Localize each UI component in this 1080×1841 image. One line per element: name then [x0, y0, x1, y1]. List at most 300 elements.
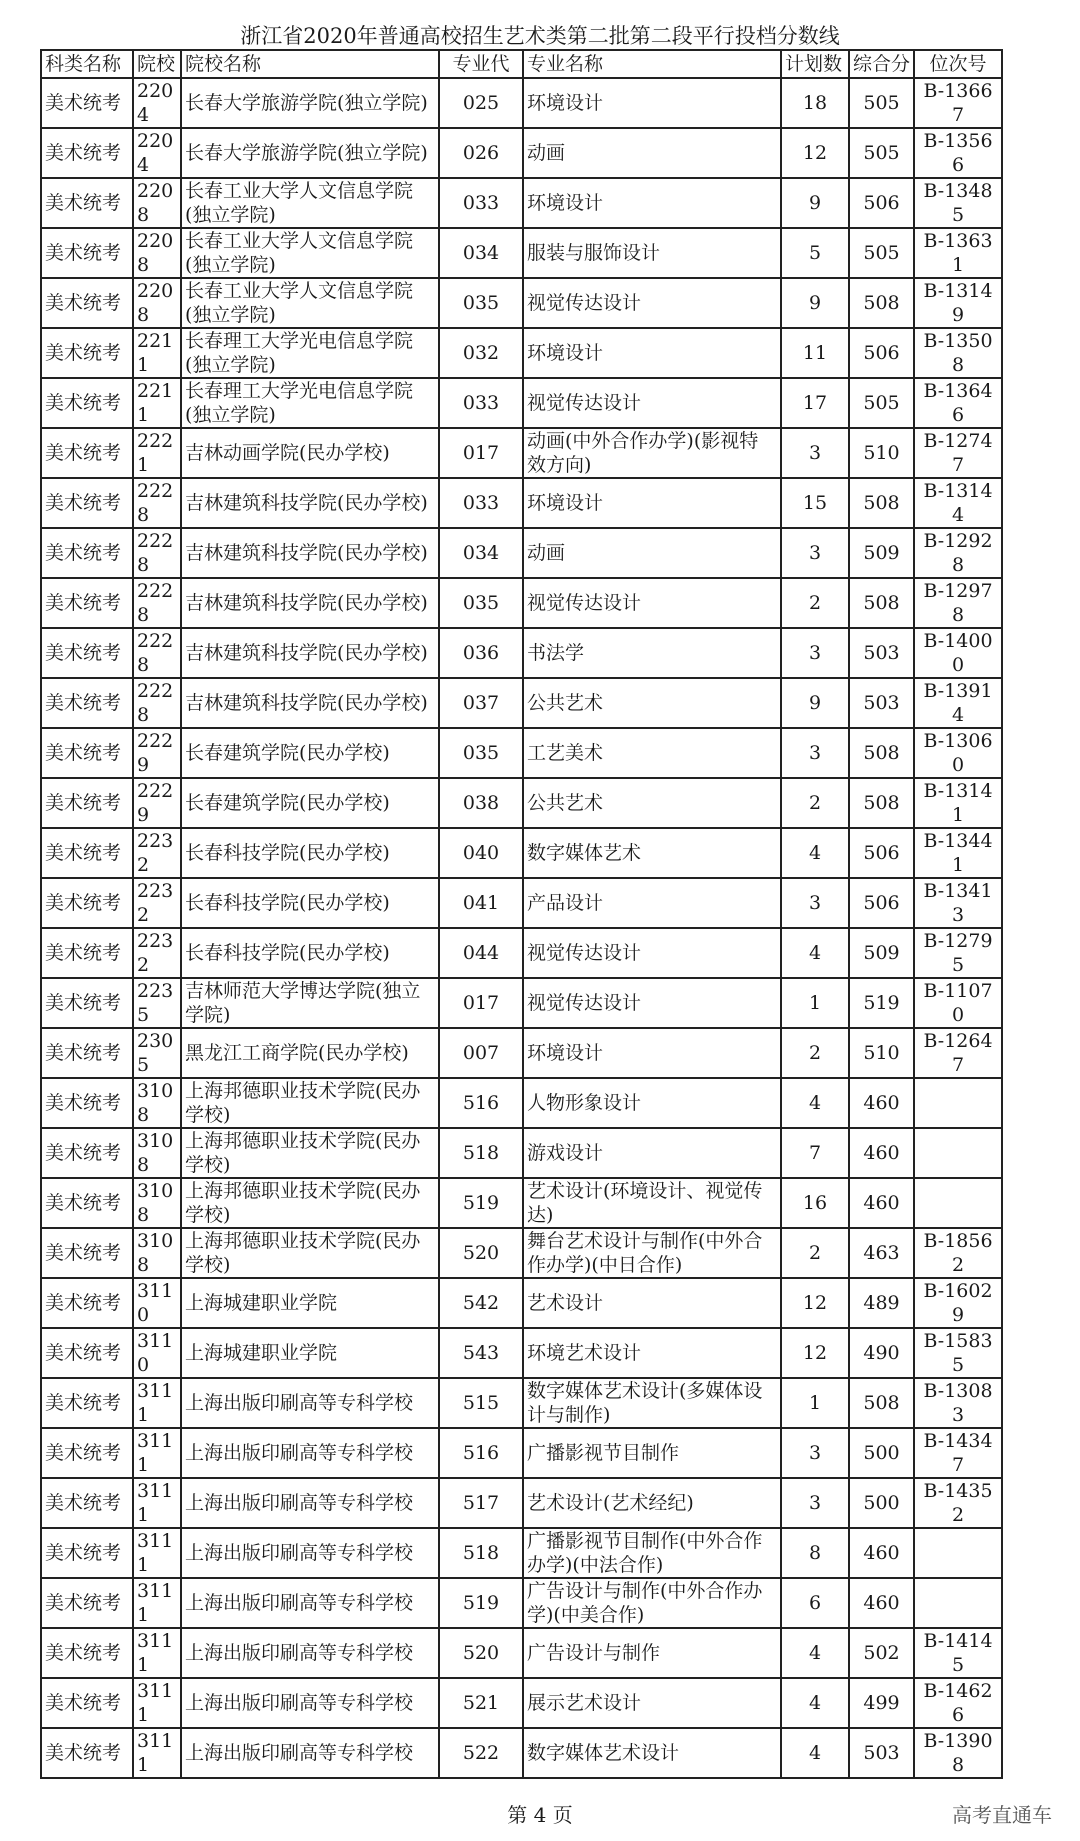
header-row: [41, 50, 1002, 78]
cell-rank: B-14626: [914, 1678, 1002, 1728]
cell-school-name: 长春工业大学人文信息学院(独立学院): [181, 278, 439, 328]
header-school-code: 院校: [133, 50, 181, 78]
table-row: [41, 1178, 1002, 1228]
header-score: 综合分: [849, 50, 914, 78]
cell-major-name: 环境设计: [523, 478, 781, 528]
cell-major-name: 广播影视节目制作(中外合作办学)(中法合作): [523, 1528, 781, 1578]
cell-plan: 2: [781, 578, 849, 628]
cell-school-code: 2211: [133, 378, 181, 428]
cell-school-code: 2208: [133, 278, 181, 328]
cell-major-name: 广告设计与制作(中外合作办学)(中美合作): [523, 1578, 781, 1628]
cell-major-code: 037: [439, 678, 523, 728]
cell-major-code: 516: [439, 1428, 523, 1478]
cell-rank: [914, 1528, 1002, 1578]
cell-score: 503: [849, 628, 914, 678]
cell-plan: 3: [781, 628, 849, 678]
cell-major-code: 041: [439, 878, 523, 928]
cell-major-code: 518: [439, 1128, 523, 1178]
cell-plan: 9: [781, 678, 849, 728]
cell-school-name: 吉林建筑科技学院(民办学校): [181, 528, 439, 578]
cell-major-code: 516: [439, 1078, 523, 1128]
cell-score: 505: [849, 78, 914, 128]
cell-major-code: 521: [439, 1678, 523, 1728]
cell-plan: 4: [781, 928, 849, 978]
table-row: [41, 1478, 1002, 1528]
cell-rank: B-12747: [914, 428, 1002, 478]
header-school-name: 院校名称: [181, 50, 439, 78]
page-number: 第 4 页: [507, 1803, 573, 1827]
cell-category: 美术统考: [41, 1728, 133, 1778]
cell-plan: 12: [781, 1278, 849, 1328]
cell-major-name: 环境设计: [523, 78, 781, 128]
cell-plan: 2: [781, 1028, 849, 1078]
cell-score: 510: [849, 1028, 914, 1078]
cell-school-name: 上海出版印刷高等专科学校: [181, 1528, 439, 1578]
cell-plan: 5: [781, 228, 849, 278]
table-row: [41, 178, 1002, 228]
cell-major-code: 515: [439, 1378, 523, 1428]
table-row: [41, 628, 1002, 678]
cell-score: 460: [849, 1528, 914, 1578]
cell-category: 美术统考: [41, 1528, 133, 1578]
table-row: [41, 1278, 1002, 1328]
table-row: [41, 1128, 1002, 1178]
cell-score: 460: [849, 1128, 914, 1178]
table-row: [41, 1678, 1002, 1728]
table-row: [41, 978, 1002, 1028]
cell-rank: B-13141: [914, 778, 1002, 828]
cell-rank: B-13413: [914, 878, 1002, 928]
cell-plan: 9: [781, 278, 849, 328]
cell-rank: B-16029: [914, 1278, 1002, 1328]
cell-rank: B-12647: [914, 1028, 1002, 1078]
cell-major-name: 数字媒体艺术: [523, 828, 781, 878]
cell-plan: 15: [781, 478, 849, 528]
watermark: 高考直通车: [952, 1803, 1052, 1827]
table-row: [41, 1578, 1002, 1628]
cell-major-code: 026: [439, 128, 523, 178]
cell-school-code: 2235: [133, 978, 181, 1028]
cell-category: 美术统考: [41, 228, 133, 278]
cell-major-code: 035: [439, 578, 523, 628]
cell-rank: B-14145: [914, 1628, 1002, 1678]
cell-plan: 3: [781, 878, 849, 928]
cell-school-name: 上海城建职业学院: [181, 1328, 439, 1378]
cell-plan: 3: [781, 428, 849, 478]
cell-category: 美术统考: [41, 128, 133, 178]
cell-school-name: 上海出版印刷高等专科学校: [181, 1378, 439, 1428]
table-row: [41, 278, 1002, 328]
cell-major-name: 动画: [523, 528, 781, 578]
table-row: [41, 328, 1002, 378]
score-table: [40, 49, 1003, 1779]
cell-major-code: 542: [439, 1278, 523, 1328]
cell-score: 460: [849, 1178, 914, 1228]
cell-school-code: 3111: [133, 1578, 181, 1628]
header-category: 科类名称: [41, 50, 133, 78]
cell-major-code: 035: [439, 728, 523, 778]
table-row: [41, 478, 1002, 528]
header-rank: 位次号: [914, 50, 1002, 78]
cell-school-name: 长春科技学院(民办学校): [181, 878, 439, 928]
page-footer: [0, 1801, 1080, 1841]
table-row: [41, 1328, 1002, 1378]
cell-category: 美术统考: [41, 678, 133, 728]
cell-major-name: 公共艺术: [523, 778, 781, 828]
cell-major-code: 033: [439, 378, 523, 428]
cell-plan: 2: [781, 1228, 849, 1278]
cell-category: 美术统考: [41, 328, 133, 378]
table-row: [41, 828, 1002, 878]
cell-school-code: 2228: [133, 678, 181, 728]
cell-major-code: 032: [439, 328, 523, 378]
cell-school-code: 2232: [133, 928, 181, 978]
table-row: [41, 778, 1002, 828]
cell-major-code: 007: [439, 1028, 523, 1078]
table-row: [41, 528, 1002, 578]
cell-school-code: 2211: [133, 328, 181, 378]
document-title: 浙江省2020年普通高校招生艺术类第二批第二段平行投档分数线: [240, 24, 840, 48]
cell-score: 460: [849, 1578, 914, 1628]
cell-school-code: 3111: [133, 1428, 181, 1478]
cell-category: 美术统考: [41, 828, 133, 878]
cell-school-code: 2208: [133, 178, 181, 228]
table-row: [41, 728, 1002, 778]
cell-school-name: 上海邦德职业技术学院(民办学校): [181, 1228, 439, 1278]
cell-category: 美术统考: [41, 1478, 133, 1528]
cell-major-name: 舞台艺术设计与制作(中外合作办学)(中日合作): [523, 1228, 781, 1278]
cell-rank: B-13485: [914, 178, 1002, 228]
table-row: [41, 428, 1002, 478]
table-row: [41, 1728, 1002, 1778]
table-row: [41, 1528, 1002, 1578]
header-major-code: 专业代: [439, 50, 523, 78]
cell-major-code: 519: [439, 1178, 523, 1228]
cell-school-name: 吉林动画学院(民办学校): [181, 428, 439, 478]
cell-plan: 4: [781, 828, 849, 878]
cell-school-name: 长春建筑学院(民办学校): [181, 728, 439, 778]
cell-category: 美术统考: [41, 478, 133, 528]
cell-rank: B-13060: [914, 728, 1002, 778]
cell-school-code: 3111: [133, 1678, 181, 1728]
cell-major-code: 518: [439, 1528, 523, 1578]
cell-school-code: 3108: [133, 1128, 181, 1178]
cell-school-name: 上海邦德职业技术学院(民办学校): [181, 1078, 439, 1128]
cell-score: 508: [849, 478, 914, 528]
table-row: [41, 578, 1002, 628]
cell-major-code: 034: [439, 528, 523, 578]
cell-school-code: 2232: [133, 828, 181, 878]
cell-school-name: 吉林建筑科技学院(民办学校): [181, 628, 439, 678]
table-row: [41, 1428, 1002, 1478]
cell-category: 美术统考: [41, 1028, 133, 1078]
cell-plan: 4: [781, 1628, 849, 1678]
cell-major-code: 034: [439, 228, 523, 278]
cell-major-name: 艺术设计(环境设计、视觉传达): [523, 1178, 781, 1228]
cell-rank: B-13667: [914, 78, 1002, 128]
cell-major-code: 522: [439, 1728, 523, 1778]
cell-major-name: 视觉传达设计: [523, 378, 781, 428]
cell-school-code: 2204: [133, 78, 181, 128]
cell-major-name: 服装与服饰设计: [523, 228, 781, 278]
table-row: [41, 1628, 1002, 1678]
cell-school-name: 长春理工大学光电信息学院(独立学院): [181, 378, 439, 428]
cell-plan: 3: [781, 528, 849, 578]
cell-score: 508: [849, 728, 914, 778]
cell-rank: B-13631: [914, 228, 1002, 278]
cell-school-code: 2228: [133, 578, 181, 628]
cell-school-name: 长春理工大学光电信息学院(独立学院): [181, 328, 439, 378]
cell-school-code: 2228: [133, 478, 181, 528]
cell-plan: 1: [781, 978, 849, 1028]
cell-category: 美术统考: [41, 528, 133, 578]
cell-category: 美术统考: [41, 428, 133, 478]
cell-category: 美术统考: [41, 778, 133, 828]
cell-school-name: 上海出版印刷高等专科学校: [181, 1728, 439, 1778]
cell-school-code: 3110: [133, 1328, 181, 1378]
cell-school-code: 2229: [133, 778, 181, 828]
cell-rank: B-12928: [914, 528, 1002, 578]
cell-major-code: 017: [439, 978, 523, 1028]
cell-school-code: 2208: [133, 228, 181, 278]
cell-major-code: 036: [439, 628, 523, 678]
table-row: [41, 678, 1002, 728]
cell-score: 500: [849, 1428, 914, 1478]
cell-school-code: 2221: [133, 428, 181, 478]
cell-major-code: 025: [439, 78, 523, 128]
cell-category: 美术统考: [41, 1278, 133, 1328]
cell-score: 503: [849, 678, 914, 728]
cell-rank: B-14352: [914, 1478, 1002, 1528]
cell-school-code: 3108: [133, 1078, 181, 1128]
table-row: [41, 378, 1002, 428]
table-row: [41, 128, 1002, 178]
cell-major-name: 公共艺术: [523, 678, 781, 728]
cell-plan: 7: [781, 1128, 849, 1178]
cell-school-name: 上海出版印刷高等专科学校: [181, 1428, 439, 1478]
cell-category: 美术统考: [41, 1428, 133, 1478]
cell-major-code: 033: [439, 178, 523, 228]
cell-school-name: 吉林建筑科技学院(民办学校): [181, 578, 439, 628]
cell-major-name: 视觉传达设计: [523, 278, 781, 328]
cell-rank: B-12978: [914, 578, 1002, 628]
cell-major-name: 数字媒体艺术设计: [523, 1728, 781, 1778]
cell-school-name: 长春建筑学院(民办学校): [181, 778, 439, 828]
cell-major-code: 520: [439, 1228, 523, 1278]
cell-school-name: 黑龙江工商学院(民办学校): [181, 1028, 439, 1078]
cell-school-code: 3111: [133, 1728, 181, 1778]
table-row: [41, 228, 1002, 278]
cell-school-code: 3108: [133, 1178, 181, 1228]
cell-plan: 4: [781, 1678, 849, 1728]
cell-school-code: 3110: [133, 1278, 181, 1328]
cell-school-name: 吉林建筑科技学院(民办学校): [181, 678, 439, 728]
cell-rank: B-14000: [914, 628, 1002, 678]
cell-major-code: 040: [439, 828, 523, 878]
cell-major-name: 广告设计与制作: [523, 1628, 781, 1678]
cell-school-code: 2229: [133, 728, 181, 778]
cell-major-name: 产品设计: [523, 878, 781, 928]
cell-score: 506: [849, 328, 914, 378]
cell-category: 美术统考: [41, 878, 133, 928]
cell-major-code: 543: [439, 1328, 523, 1378]
cell-school-code: 3108: [133, 1228, 181, 1278]
cell-plan: 3: [781, 1478, 849, 1528]
table-row: [41, 1378, 1002, 1428]
cell-major-name: 广播影视节目制作: [523, 1428, 781, 1478]
cell-rank: B-18562: [914, 1228, 1002, 1278]
cell-score: 499: [849, 1678, 914, 1728]
cell-major-name: 人物形象设计: [523, 1078, 781, 1128]
cell-category: 美术统考: [41, 728, 133, 778]
cell-major-code: 038: [439, 778, 523, 828]
cell-plan: 18: [781, 78, 849, 128]
cell-major-code: 035: [439, 278, 523, 328]
cell-major-name: 动画(中外合作办学)(影视特效方向): [523, 428, 781, 478]
cell-score: 489: [849, 1278, 914, 1328]
cell-category: 美术统考: [41, 78, 133, 128]
cell-plan: 8: [781, 1528, 849, 1578]
table-row: [41, 878, 1002, 928]
cell-category: 美术统考: [41, 578, 133, 628]
cell-rank: B-11070: [914, 978, 1002, 1028]
cell-school-code: 3111: [133, 1528, 181, 1578]
cell-category: 美术统考: [41, 1578, 133, 1628]
cell-rank: B-15835: [914, 1328, 1002, 1378]
cell-major-code: 044: [439, 928, 523, 978]
cell-score: 509: [849, 928, 914, 978]
cell-school-name: 长春科技学院(民办学校): [181, 928, 439, 978]
cell-school-name: 长春大学旅游学院(独立学院): [181, 128, 439, 178]
cell-score: 506: [849, 178, 914, 228]
cell-major-code: 520: [439, 1628, 523, 1678]
cell-major-name: 艺术设计: [523, 1278, 781, 1328]
cell-category: 美术统考: [41, 978, 133, 1028]
cell-major-name: 书法学: [523, 628, 781, 678]
cell-major-name: 环境艺术设计: [523, 1328, 781, 1378]
header-major-name: 专业名称: [523, 50, 781, 78]
cell-category: 美术统考: [41, 1678, 133, 1728]
cell-rank: B-13144: [914, 478, 1002, 528]
cell-rank: [914, 1178, 1002, 1228]
cell-school-code: 3111: [133, 1628, 181, 1678]
cell-score: 502: [849, 1628, 914, 1678]
cell-school-code: 2228: [133, 628, 181, 678]
cell-rank: B-13441: [914, 828, 1002, 878]
cell-major-name: 视觉传达设计: [523, 578, 781, 628]
cell-score: 506: [849, 878, 914, 928]
cell-category: 美术统考: [41, 928, 133, 978]
cell-category: 美术统考: [41, 1328, 133, 1378]
cell-score: 463: [849, 1228, 914, 1278]
cell-score: 519: [849, 978, 914, 1028]
cell-plan: 16: [781, 1178, 849, 1228]
cell-category: 美术统考: [41, 1228, 133, 1278]
cell-plan: 4: [781, 1078, 849, 1128]
cell-major-name: 展示艺术设计: [523, 1678, 781, 1728]
cell-rank: B-14347: [914, 1428, 1002, 1478]
table-row: [41, 928, 1002, 978]
cell-school-code: 3111: [133, 1378, 181, 1428]
cell-major-name: 艺术设计(艺术经纪): [523, 1478, 781, 1528]
cell-school-name: 上海邦德职业技术学院(民办学校): [181, 1128, 439, 1178]
cell-rank: [914, 1128, 1002, 1178]
cell-category: 美术统考: [41, 1178, 133, 1228]
cell-rank: B-13083: [914, 1378, 1002, 1428]
cell-score: 508: [849, 278, 914, 328]
cell-school-name: 吉林师范大学博达学院(独立学院): [181, 978, 439, 1028]
cell-plan: 9: [781, 178, 849, 228]
cell-major-name: 数字媒体艺术设计(多媒体设计与制作): [523, 1378, 781, 1428]
cell-score: 460: [849, 1078, 914, 1128]
cell-major-code: 517: [439, 1478, 523, 1528]
cell-major-name: 工艺美术: [523, 728, 781, 778]
cell-school-name: 上海城建职业学院: [181, 1278, 439, 1328]
cell-category: 美术统考: [41, 278, 133, 328]
header-plan: 计划数: [781, 50, 849, 78]
cell-school-code: 2305: [133, 1028, 181, 1078]
cell-school-code: 2228: [133, 528, 181, 578]
cell-category: 美术统考: [41, 1128, 133, 1178]
cell-score: 509: [849, 528, 914, 578]
cell-rank: B-13149: [914, 278, 1002, 328]
cell-school-name: 上海出版印刷高等专科学校: [181, 1478, 439, 1528]
cell-major-name: 动画: [523, 128, 781, 178]
cell-major-code: 017: [439, 428, 523, 478]
cell-score: 506: [849, 828, 914, 878]
cell-school-name: 长春大学旅游学院(独立学院): [181, 78, 439, 128]
cell-school-code: 2204: [133, 128, 181, 178]
cell-rank: B-13914: [914, 678, 1002, 728]
cell-score: 505: [849, 228, 914, 278]
cell-school-name: 长春工业大学人文信息学院(独立学院): [181, 228, 439, 278]
cell-rank: [914, 1078, 1002, 1128]
cell-major-name: 环境设计: [523, 178, 781, 228]
cell-plan: 2: [781, 778, 849, 828]
cell-category: 美术统考: [41, 1628, 133, 1678]
table-row: [41, 1028, 1002, 1078]
cell-rank: B-13508: [914, 328, 1002, 378]
cell-major-name: 游戏设计: [523, 1128, 781, 1178]
cell-major-name: 环境设计: [523, 328, 781, 378]
cell-score: 508: [849, 778, 914, 828]
cell-plan: 3: [781, 728, 849, 778]
cell-plan: 11: [781, 328, 849, 378]
cell-rank: [914, 1578, 1002, 1628]
cell-plan: 4: [781, 1728, 849, 1778]
cell-major-name: 环境设计: [523, 1028, 781, 1078]
cell-plan: 3: [781, 1428, 849, 1478]
cell-score: 503: [849, 1728, 914, 1778]
cell-rank: B-12795: [914, 928, 1002, 978]
cell-category: 美术统考: [41, 628, 133, 678]
cell-school-name: 吉林建筑科技学院(民办学校): [181, 478, 439, 528]
cell-plan: 12: [781, 128, 849, 178]
cell-major-name: 视觉传达设计: [523, 978, 781, 1028]
cell-score: 505: [849, 128, 914, 178]
table-row: [41, 78, 1002, 128]
cell-score: 490: [849, 1328, 914, 1378]
cell-score: 508: [849, 1378, 914, 1428]
cell-major-name: 视觉传达设计: [523, 928, 781, 978]
cell-plan: 17: [781, 378, 849, 428]
cell-score: 505: [849, 378, 914, 428]
cell-category: 美术统考: [41, 178, 133, 228]
cell-school-name: 长春工业大学人文信息学院(独立学院): [181, 178, 439, 228]
cell-score: 500: [849, 1478, 914, 1528]
table-row: [41, 1078, 1002, 1128]
table-row: [41, 1228, 1002, 1278]
